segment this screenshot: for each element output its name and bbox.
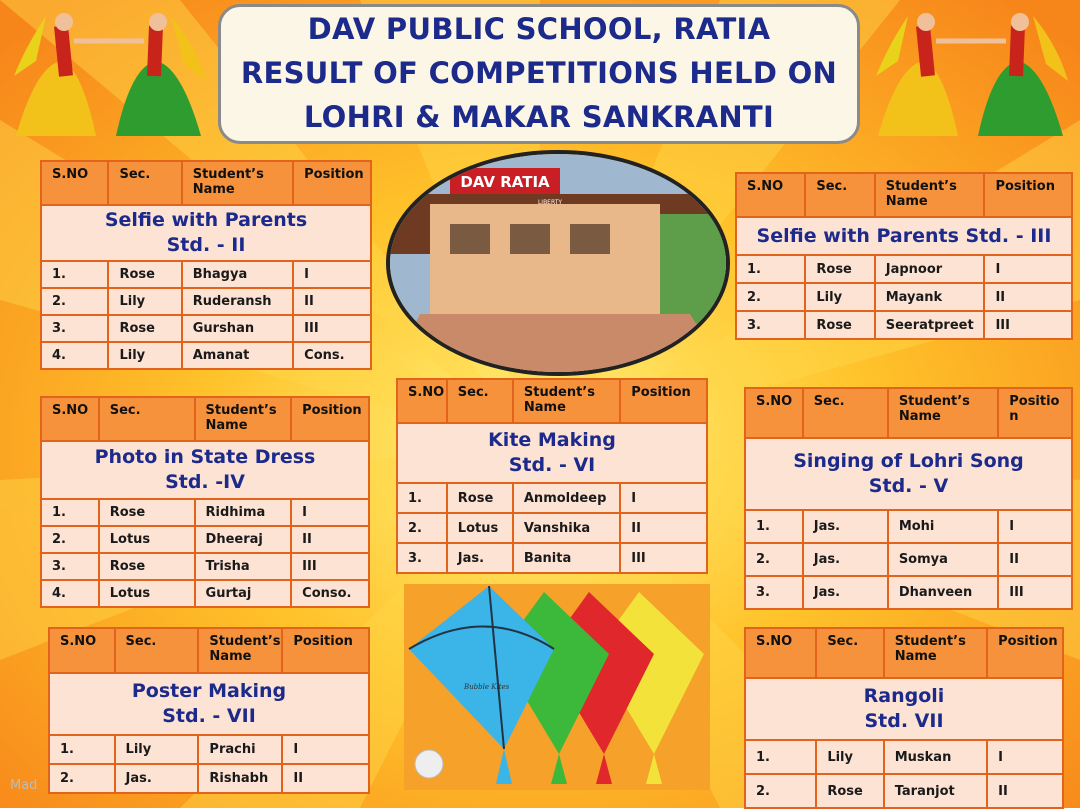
header-student-name-text: Student’s: [209, 634, 281, 649]
cell-student-name: Mayank: [875, 283, 985, 311]
header-student-name-text: Student’s: [205, 403, 277, 418]
competition-title: [736, 217, 1072, 255]
photo-sign-text: DAV RATIA: [460, 173, 550, 191]
results-table-7: [744, 627, 1064, 809]
table-row: [745, 774, 1063, 808]
results-table-5: [744, 387, 1073, 610]
header-sec: [108, 161, 181, 205]
table-row: [745, 740, 1063, 774]
cell-sno: 1.: [49, 735, 115, 764]
competition-title: [397, 423, 707, 483]
header-position: [984, 173, 1072, 217]
cell-position: I: [984, 255, 1072, 283]
competition-name: Poster Making: [131, 680, 287, 702]
cell-sno: 2.: [41, 526, 99, 553]
header-student-name: [195, 397, 292, 441]
header-sec-text: Sec.: [109, 403, 141, 418]
cell-position: I: [291, 499, 369, 526]
header-student-name: [884, 628, 987, 678]
results-table-2: [735, 172, 1073, 340]
header-sno: [745, 388, 803, 438]
cell-student-name: Gurshan: [182, 315, 293, 342]
header-student-name-text: Name: [205, 418, 248, 433]
cell-section: Jas.: [803, 510, 888, 543]
cell-student-name: Anmoldeep: [513, 483, 620, 513]
header-sec-text: Sec.: [813, 394, 845, 409]
cell-section: Jas.: [803, 543, 888, 576]
header-sno: [49, 628, 115, 673]
cell-sno: 3.: [397, 543, 447, 573]
cell-student-name: Banita: [513, 543, 620, 573]
competition-standard: Std. - VII: [162, 705, 256, 727]
table-row: [41, 342, 371, 369]
cell-position: II: [620, 513, 707, 543]
header-student-name: [182, 161, 293, 205]
header-student-name-text: Name: [898, 409, 941, 424]
cell-student-name: Gurtaj: [195, 580, 292, 607]
cell-student-name: Japnoor: [875, 255, 985, 283]
header-student-name-text: Name: [192, 182, 235, 197]
cell-sno: 3.: [41, 315, 108, 342]
kite-brand-text: Bubble Kites: [464, 683, 510, 691]
header-sno-text: S.NO: [408, 385, 445, 400]
header-student-name-text: Student’s: [894, 634, 966, 649]
cell-student-name: Ridhima: [195, 499, 292, 526]
header-sec: [447, 379, 513, 423]
cell-sno: 2.: [41, 288, 108, 315]
table-row: [41, 526, 369, 553]
competition-standard: Std. -IV: [165, 471, 245, 493]
table-row: [397, 513, 707, 543]
cell-sno: 1.: [745, 740, 816, 774]
competition-name: Singing of Lohri Song: [793, 450, 1024, 472]
cell-sno: 4.: [41, 580, 99, 607]
competition-name: Selfie with Parents Std. - III: [756, 224, 1052, 247]
header-position: [620, 379, 707, 423]
header-sno-text: S.NO: [52, 167, 89, 182]
cell-position: III: [291, 553, 369, 580]
cell-section: Lotus: [447, 513, 513, 543]
table-row: [397, 483, 707, 513]
kites-illustration: [404, 584, 710, 790]
header-sec-text: Sec.: [827, 634, 859, 649]
table-row: [397, 543, 707, 573]
cell-section: Rose: [805, 311, 874, 339]
competition-name: Rangoli: [863, 685, 945, 707]
header-sec: [816, 628, 883, 678]
table-row: [49, 764, 369, 793]
cell-position: II: [291, 526, 369, 553]
competition-title: [745, 438, 1072, 510]
table-row: [745, 510, 1072, 543]
cell-position: I: [282, 735, 369, 764]
cell-sno: 2.: [745, 543, 803, 576]
header-sno: [41, 161, 108, 205]
header-position-text: Position: [293, 634, 353, 649]
cell-position: III: [984, 311, 1072, 339]
competition-standard: Std. - VI: [508, 454, 596, 476]
cell-position: I: [293, 261, 371, 288]
cell-sno: 1.: [397, 483, 447, 513]
competition-title: [745, 678, 1063, 740]
cell-section: Rose: [108, 315, 181, 342]
cell-position: I: [620, 483, 707, 513]
cell-position: I: [998, 510, 1072, 543]
competition-title: [41, 205, 371, 261]
cell-sno: 1.: [745, 510, 803, 543]
header-position: [987, 628, 1063, 678]
banner-line-3: LOHRI & MAKAR SANKRANTI: [303, 100, 775, 134]
header-position-text: Position: [998, 634, 1058, 649]
photo-sign-subtext: LIBERTY: [537, 199, 563, 206]
cell-student-name: Seeratpreet: [875, 311, 985, 339]
competition-name: Photo in State Dress: [94, 446, 316, 468]
header-sno: [745, 628, 816, 678]
cell-sno: 2.: [736, 283, 805, 311]
results-table-1: [40, 160, 372, 370]
cell-student-name: Muskan: [884, 740, 987, 774]
results-table-4: [396, 378, 708, 574]
cell-section: Rose: [447, 483, 513, 513]
cell-section: Lily: [108, 342, 181, 369]
table-row: [736, 283, 1072, 311]
header-position: [291, 397, 369, 441]
table-row: [736, 311, 1072, 339]
cell-section: Lotus: [99, 526, 195, 553]
cell-position: II: [293, 288, 371, 315]
table-row: [745, 543, 1072, 576]
cell-sno: 1.: [41, 261, 108, 288]
header-sno-text: S.NO: [52, 403, 89, 418]
header-sec: [115, 628, 199, 673]
cell-student-name: Dhanveen: [888, 576, 998, 609]
watermark: Mad: [10, 778, 38, 793]
cell-section: Rose: [805, 255, 874, 283]
cell-sno: 3.: [736, 311, 805, 339]
header-position: [998, 388, 1072, 438]
title-banner: [218, 4, 860, 144]
dancers-illustration-left: [6, 6, 211, 146]
cell-position: Cons.: [293, 342, 371, 369]
cell-section: Jas.: [447, 543, 513, 573]
header-student-name: [888, 388, 998, 438]
header-sec-text: Sec.: [125, 634, 157, 649]
cell-position: III: [998, 576, 1072, 609]
cell-student-name: Bhagya: [182, 261, 293, 288]
cell-student-name: Somya: [888, 543, 998, 576]
cell-section: Jas.: [803, 576, 888, 609]
header-sno: [736, 173, 805, 217]
table-row: [41, 261, 371, 288]
cell-position: III: [293, 315, 371, 342]
banner-line-1: DAV PUBLIC SCHOOL, RATIA: [307, 12, 771, 46]
results-table-3: [40, 396, 370, 608]
header-sno-text: S.NO: [747, 179, 784, 194]
banner-line-2: RESULT OF COMPETITIONS HELD ON: [240, 56, 838, 90]
competition-standard: Std. - II: [166, 234, 246, 256]
header-student-name-text: Student’s: [192, 167, 264, 182]
header-sec: [805, 173, 874, 217]
cell-sno: 2.: [397, 513, 447, 543]
cell-position: II: [984, 283, 1072, 311]
header-student-name: [513, 379, 620, 423]
cell-section: Lotus: [99, 580, 195, 607]
competition-name: Kite Making: [488, 429, 616, 451]
cell-section: Lily: [816, 740, 883, 774]
table-row: [41, 580, 369, 607]
cell-student-name: Taranjot: [884, 774, 987, 808]
header-sec: [99, 397, 195, 441]
dancers-illustration-right: [868, 6, 1073, 146]
cell-sno: 2.: [745, 774, 816, 808]
header-position-text: Positio: [1009, 394, 1060, 409]
cell-student-name: Rishabh: [198, 764, 282, 793]
cell-student-name: Vanshika: [513, 513, 620, 543]
header-student-name-text: Name: [523, 400, 566, 415]
table-row: [41, 553, 369, 580]
header-sec: [803, 388, 888, 438]
cell-student-name: Amanat: [182, 342, 293, 369]
header-student-name-text: Student’s: [885, 179, 957, 194]
table-row: [41, 315, 371, 342]
cell-sno: 1.: [736, 255, 805, 283]
cell-position: III: [620, 543, 707, 573]
header-sec-text: Sec.: [119, 167, 151, 182]
competition-standard: Std. VII: [864, 710, 944, 732]
competition-title: [49, 673, 369, 735]
cell-section: Lily: [115, 735, 199, 764]
cell-section: Rose: [816, 774, 883, 808]
header-position-text: Position: [304, 167, 364, 182]
cell-position: Conso.: [291, 580, 369, 607]
cell-sno: 4.: [41, 342, 108, 369]
cell-section: Rose: [108, 261, 181, 288]
table-row: [41, 288, 371, 315]
header-student-name: [198, 628, 282, 673]
cell-position: II: [998, 543, 1072, 576]
header-position: [282, 628, 369, 673]
cell-student-name: Ruderansh: [182, 288, 293, 315]
header-sno: [397, 379, 447, 423]
school-building-photo: [386, 150, 730, 376]
header-position-text: Position: [631, 385, 691, 400]
table-row: [49, 735, 369, 764]
cell-sno: 2.: [49, 764, 115, 793]
header-student-name-text: Student’s: [523, 385, 595, 400]
header-student-name-text: Student’s: [898, 394, 970, 409]
cell-section: Rose: [99, 553, 195, 580]
cell-section: Lily: [805, 283, 874, 311]
table-row: [736, 255, 1072, 283]
header-student-name-text: Name: [885, 194, 928, 209]
cell-sno: 3.: [745, 576, 803, 609]
cell-section: Lily: [108, 288, 181, 315]
cell-sno: 1.: [41, 499, 99, 526]
cell-student-name: Dheeraj: [195, 526, 292, 553]
header-position: [293, 161, 371, 205]
header-sno-text: S.NO: [60, 634, 97, 649]
cell-student-name: Prachi: [198, 735, 282, 764]
header-student-name: [875, 173, 985, 217]
header-sno-text: S.NO: [756, 394, 793, 409]
results-table-6: [48, 627, 370, 794]
cell-student-name: Trisha: [195, 553, 292, 580]
cell-section: Jas.: [115, 764, 199, 793]
header-position-text: n: [1009, 409, 1019, 424]
table-row: [41, 499, 369, 526]
header-sno-text: S.NO: [756, 634, 793, 649]
cell-position: II: [987, 774, 1063, 808]
header-student-name-text: Name: [209, 649, 252, 664]
header-sec-text: Sec.: [816, 179, 848, 194]
competition-standard: Std. - V: [868, 475, 949, 497]
cell-student-name: Mohi: [888, 510, 998, 543]
competition-title: [41, 441, 369, 499]
header-sno: [41, 397, 99, 441]
competition-name: Selfie with Parents: [104, 209, 308, 231]
header-sec-text: Sec.: [457, 385, 489, 400]
header-position-text: Position: [302, 403, 362, 418]
table-row: [745, 576, 1072, 609]
cell-section: Rose: [99, 499, 195, 526]
cell-position: II: [282, 764, 369, 793]
cell-sno: 3.: [41, 553, 99, 580]
cell-position: I: [987, 740, 1063, 774]
header-student-name-text: Name: [894, 649, 937, 664]
header-position-text: Position: [995, 179, 1055, 194]
